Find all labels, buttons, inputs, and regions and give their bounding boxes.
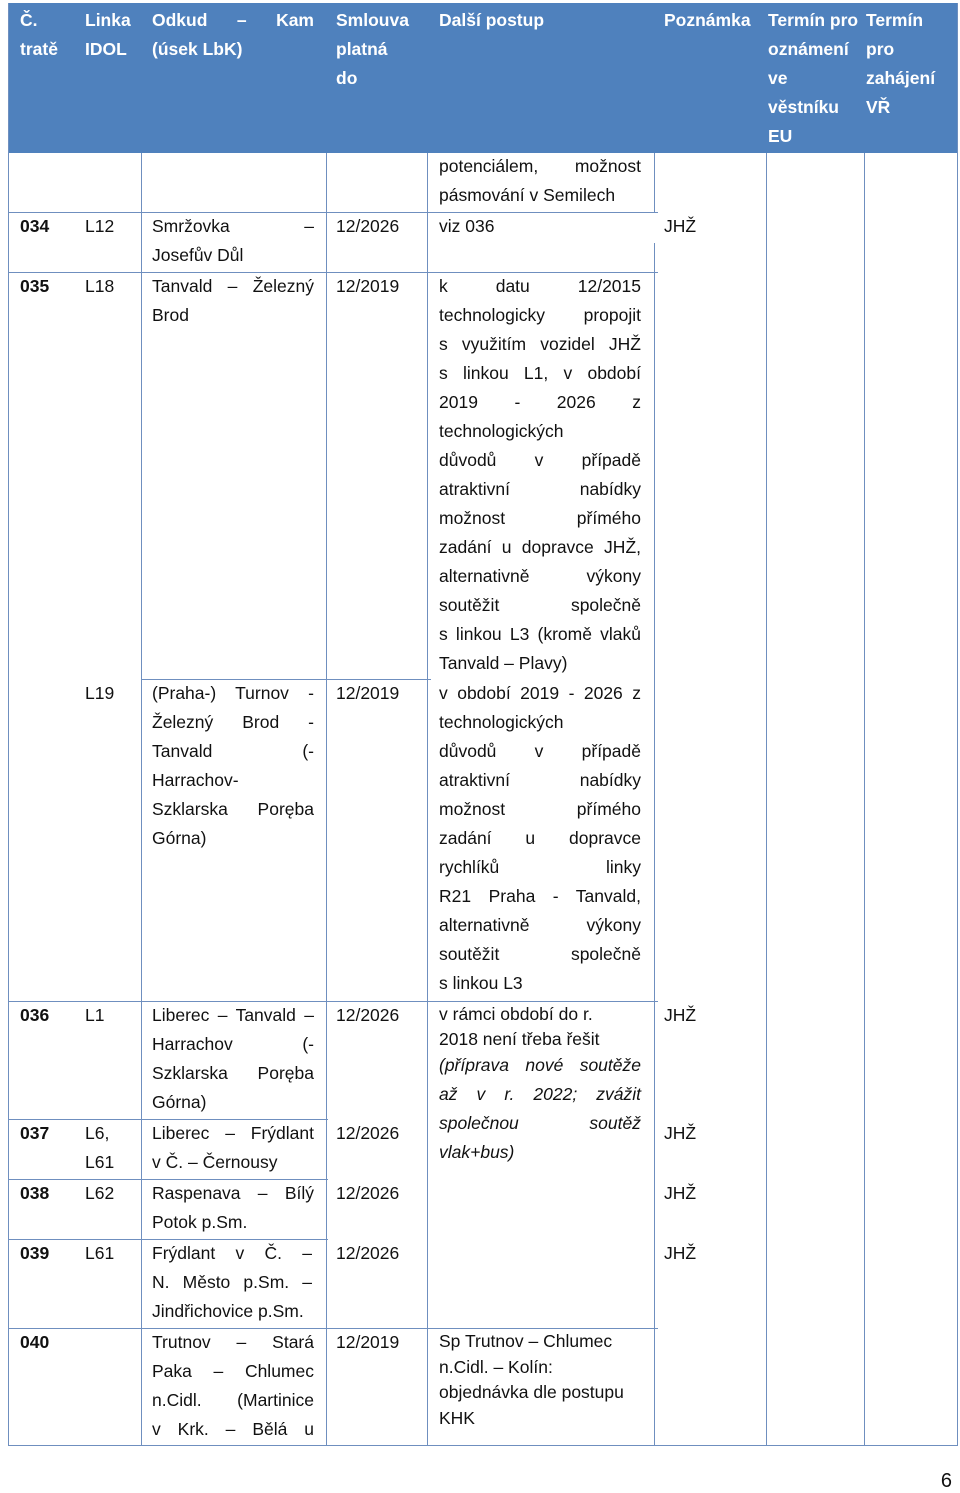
trat-number: 035 — [20, 276, 50, 296]
grid-line — [654, 153, 655, 213]
header-usek: Odkud – Kam (úsek LbK) — [152, 10, 314, 59]
grid-line — [8, 1445, 958, 1446]
grid-line — [8, 3, 9, 1446]
linka-cell: L6, L61 — [85, 1123, 115, 1172]
linka: L12 — [85, 216, 115, 236]
grid-line — [864, 153, 865, 1446]
smlouva: 12/2026 — [336, 1123, 400, 1143]
trat-number: 036 — [20, 1005, 50, 1025]
poznamka: JHŽ — [664, 216, 697, 236]
usek-cell: Trutnov – Stará Paka – Chlumec n.Cidl. (Martinice v Krk. – Bělá u — [152, 1332, 314, 1439]
linka: L61 — [85, 1243, 115, 1263]
header-trat: Č. tratě — [20, 10, 58, 59]
trat-number: 037 — [20, 1123, 50, 1143]
grid-line — [427, 153, 428, 1446]
smlouva: 12/2019 — [336, 683, 400, 703]
poznamka: JHŽ — [664, 1123, 697, 1143]
usek-cell: Liberec – Frýdlant v Č. – Černousy — [152, 1123, 314, 1172]
postup: viz 036 — [439, 216, 495, 236]
usek-cell: Smržovka – Josefův Důl — [152, 216, 314, 265]
poznamka: JHŽ — [664, 1183, 697, 1203]
poznamka: JHŽ — [664, 1005, 697, 1025]
grid-line — [326, 153, 327, 1446]
header-termin-oznameni: Termín pro oznámení ve věstníku EU — [768, 10, 859, 146]
trat-number: 038 — [20, 1183, 50, 1203]
header-postup: Další postup — [439, 10, 545, 30]
postup-cell: Sp Trutnov – Chlumec n.Cidl. – Kolín: objednávka dle postupu KHK — [439, 1331, 624, 1428]
smlouva: 12/2019 — [336, 1332, 400, 1352]
usek-cell: Tanvald – Železný Brod — [152, 276, 314, 325]
grid-line — [141, 153, 142, 1446]
smlouva: 12/2026 — [336, 1183, 400, 1203]
usek-cell: Frýdlant v Č. – N. Město p.Sm. – Jindřichovice p.Sm. — [152, 1243, 312, 1321]
trat-number: 039 — [20, 1243, 50, 1263]
header-poznamka: Poznámka — [664, 10, 751, 30]
smlouva: 12/2019 — [336, 276, 400, 296]
header-termin-zahajeni: Termín pro zahájení VŘ — [866, 10, 936, 117]
smlouva: 12/2026 — [336, 216, 400, 236]
grid-line — [957, 3, 958, 1446]
linka: L18 — [85, 276, 115, 296]
linka: L1 — [85, 1005, 105, 1025]
linka: L19 — [85, 683, 115, 703]
usek-cell: Raspenava – Bílý Potok p.Sm. — [152, 1183, 314, 1232]
header-linka: Linka IDOL — [85, 10, 131, 59]
postup-cell: potenciálem, možnost pásmování v Semilech — [439, 156, 641, 205]
smlouva: 12/2026 — [336, 1243, 400, 1263]
postup-note: (příprava nové soutěže až v r. 2022; zvážit společnou soutěž vlak+bus) — [439, 1055, 641, 1162]
smlouva: 12/2026 — [336, 1005, 400, 1025]
grid-line — [654, 243, 655, 1446]
usek-cell: (Praha-) Turnov - Železný Brod - Tanvald (- Harrachov- Szklarska Poręba Górna) — [152, 683, 314, 848]
postup-cell: v rámci období do r. 2018 není třeba řešit — [439, 1004, 600, 1049]
linka: L62 — [85, 1183, 115, 1203]
poznamka: JHŽ — [664, 1243, 697, 1263]
usek-cell: Liberec – Tanvald – Harrachov (- Szklarska Poręba Górna) — [152, 1005, 314, 1112]
page-number: 6 — [940, 1470, 952, 1492]
header-smlouva: Smlouva platná do — [336, 10, 409, 88]
trat-number: 034 — [20, 216, 50, 236]
postup-cell: k datu 12/2015 technologicky propojit s využitím vozidel JHŽ s linkou L1, v období 2019 - 2026 z technologických důvodů v případě atraktivní nabídky možnost přímého zadání u dopravce JHŽ, alternativně výkony soutěžit společně s linkou L3 (kromě vlaků Tanvald – Plavy) — [439, 276, 641, 673]
trat-number: 040 — [20, 1332, 50, 1352]
grid-line — [766, 153, 767, 1446]
postup-cell: v období 2019 - 2026 z technologických důvodů v případě atraktivní nabídky možnost přímého zadání u dopravce rychlíků linky R21 Praha - Tanvald, alternativně výkony soutěžit společně s linkou L3 — [439, 683, 641, 993]
